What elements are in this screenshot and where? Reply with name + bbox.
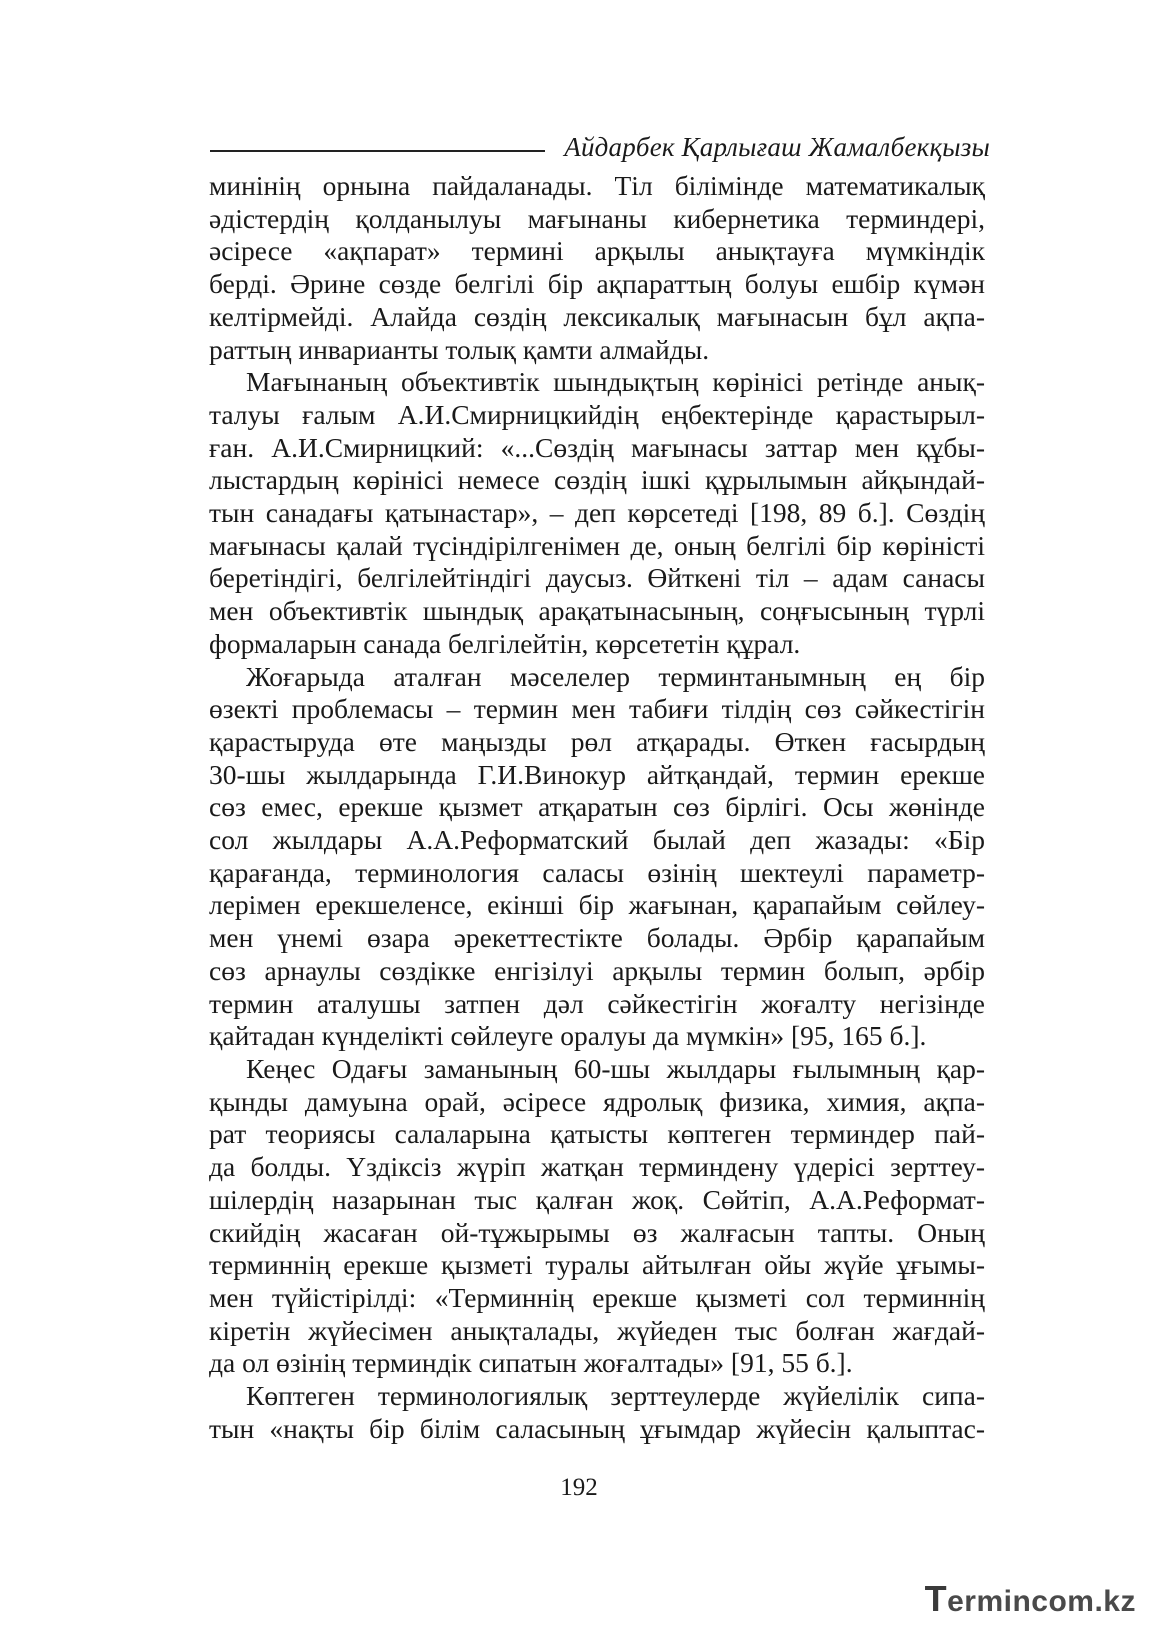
text-line: Көптеген терминологиялық зерттеулерде жүйелілік сипа- bbox=[246, 1380, 985, 1412]
paragraph-3 bbox=[209, 661, 985, 1053]
text-line: сол жылдары А.А.Реформатский былай деп жазады: «Бір bbox=[209, 824, 985, 856]
text-line: терминнің ерекше қызметі туралы айтылған ойы жүйе ұғымы- bbox=[209, 1249, 985, 1281]
text-line: раттың инварианты толық қамти алмайды. bbox=[209, 333, 710, 365]
text-line: қарастыруда өте маңызды рөл атқарады. Өткен ғасырдың bbox=[209, 725, 985, 757]
text-line: кіретін жүйесімен анықталады, жүйеден тыс болған жағдай- bbox=[209, 1314, 985, 1346]
text-line: сөз арнаулы сөздікке енгізілуі арқылы термин болып, әрбір bbox=[209, 954, 985, 986]
text-line: скийдің жасаған ой-тұжырымы өз жалғасын тапты. Оның bbox=[209, 1216, 985, 1248]
text-line: шілердің назарынан тыс қалған жоқ. Сөйтіп, А.А.Реформат- bbox=[209, 1183, 985, 1215]
text-line: берді. Әрине сөзде белгілі бір ақпараттың болуы ешбір күмән bbox=[209, 268, 985, 300]
body-text bbox=[209, 170, 985, 1445]
text-line: да ол өзінің терминдік сипатын жоғалтады» [91, 55 б.]. bbox=[209, 1347, 853, 1379]
paragraph-2 bbox=[209, 366, 985, 660]
header-rule bbox=[210, 150, 545, 152]
watermark-text: ermincom.kz bbox=[947, 1585, 1136, 1618]
text-line: мен үнемі өзара әрекеттестікте болады. Әрбір қарапайым bbox=[209, 922, 985, 954]
text-line: өзекті проблемасы – термин мен табиғи тілдің сөз сәйкестігін bbox=[209, 693, 985, 725]
text-line: формаларын санада белгілейтін, көрсететін құрал. bbox=[209, 627, 801, 659]
text-line: әдістердің қолданылуы мағынаны кибернетика терминдері, bbox=[209, 202, 985, 234]
text-line: да болды. Үздіксіз жүріп жатқан терминдену үдерісі зерттеу- bbox=[209, 1151, 985, 1183]
text-line: тын санадағы қатынастар», – деп көрсетеді [198, 89 б.]. Сөздің bbox=[209, 497, 985, 529]
text-line: Жоғарыда аталған мәселелер терминтанымның ең бір bbox=[246, 660, 985, 692]
watermark-logo bbox=[925, 1578, 1136, 1620]
text-line: 30-шы жылдарында Г.И.Винокур айтқандай, термин ерекше bbox=[209, 758, 985, 790]
text-line: ған. А.И.Смирницкий: «...Сөздің мағынасы заттар мен құбы- bbox=[209, 431, 985, 463]
text-line: қайтадан күнделікті сөйлеуге оралуы да мүмкін» [95, 165 б.]. bbox=[209, 1020, 927, 1052]
text-line: тын «нақты бір білім саласының ұғымдар жүйесін қалыптас- bbox=[209, 1412, 985, 1444]
text-line: қынды дамуына орай, әсіресе ядролық физика, химия, ақпа- bbox=[209, 1085, 985, 1117]
text-line: Мағынаның объективтік шындықтың көрінісі ретінде анық- bbox=[246, 366, 985, 398]
text-line: лерімен ерекшеленсе, екінші бір жағынан, қарапайым сөйлеу- bbox=[209, 889, 985, 921]
text-line: қарағанда, терминология саласы өзінің шектеулі параметр- bbox=[209, 856, 985, 888]
text-line: беретіндігі, белгілейтіндігі даусыз. Өйткені тіл – адам санасы bbox=[209, 562, 985, 594]
text-line: мағынасы қалай түсіндірілгенімен де, оның белгілі бір көріністі bbox=[209, 529, 985, 561]
text-line: рат теориясы салаларына қатысты көптеген терминдер пай- bbox=[209, 1118, 985, 1150]
text-line: Кеңес Одағы заманының 60-шы жылдары ғылымның қар- bbox=[246, 1052, 985, 1084]
running-head: Айдарбек Қарлығаш Жамалбекқызы bbox=[564, 132, 990, 162]
text-line: сөз емес, ерекше қызмет атқаратын сөз бірлігі. Осы жөнінде bbox=[209, 791, 985, 823]
text-line: келтірмейді. Алайда сөздің лексикалық мағынасын бұл ақпа- bbox=[209, 300, 985, 332]
text-line: мен объективтік шындық арақатынасының, соңғысының түрлі bbox=[209, 595, 985, 627]
paragraph-1 bbox=[209, 170, 985, 366]
text-line: лыстардың көрінісі немесе сөздің ішкі құрылымын айқындай- bbox=[209, 464, 985, 496]
text-line: талуы ғалым А.И.Смирницкийдің еңбектерінде қарастырыл- bbox=[209, 398, 985, 430]
text-line: минінің орнына пайдаланады. Тіл білімінде математикалық bbox=[209, 170, 985, 201]
paragraph-5 bbox=[209, 1380, 985, 1445]
paragraph-4 bbox=[209, 1053, 985, 1380]
text-line: термин аталушы затпен дәл сәйкестігін жоғалту негізінде bbox=[209, 987, 985, 1019]
page-number: 192 bbox=[560, 1474, 598, 1501]
text-line: мен түйістірілді: «Терминнің ерекше қызметі сол терминнің bbox=[209, 1281, 985, 1313]
text-line: әсіресе «ақпарат» термині арқылы анықтауға мүмкіндік bbox=[209, 235, 985, 267]
watermark-initial: T bbox=[924, 1578, 948, 1619]
